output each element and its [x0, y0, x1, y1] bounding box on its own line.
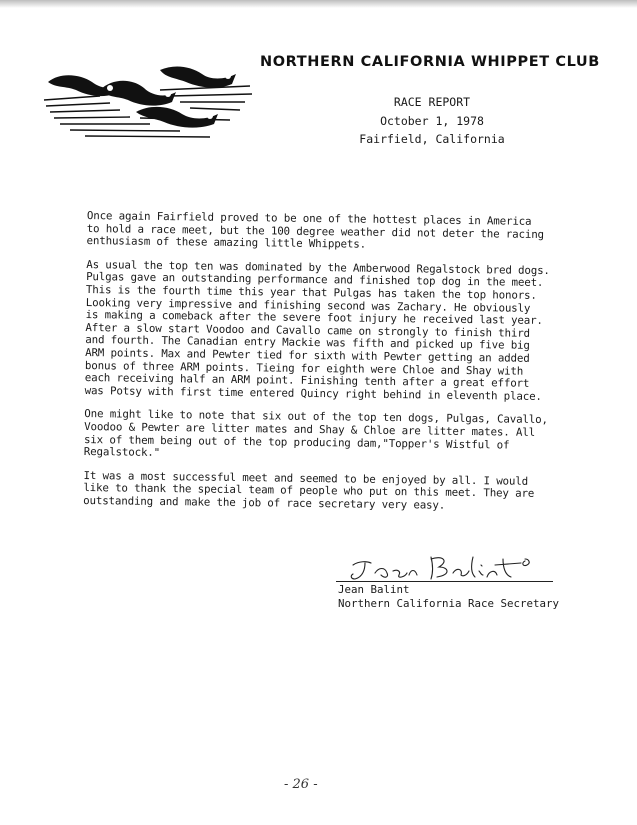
whippet-logo-illustration: [40, 60, 255, 142]
report-location: Fairfield, California: [359, 132, 505, 146]
club-name-heading: NORTHERN CALIFORNIA WHIPPET CLUB: [260, 54, 600, 70]
signature-line: [336, 581, 553, 582]
paragraph-results: As usual the top ten was dominated by the Amberwood Regalstock bred dogs. Pulgas gave an outstanding performance and finished top dog in the meet. This is the fourth time this year that Pulgas has taken the top honors. Looking very impressive and finishing second was Zachary. He obviously is making a comeback after the severe foot injury he received last year. After a slow start Voodoo and Cavallo came on strongly to finish third and fourth. The Canadian entry Mackie was fifth and picked up five big ARM points. Max and Pewter tied for sixth with Pewter getting an added bonus of three ARM points. Tieing for eighth were Chloe and Shay with each receiving half an ARM point. Finishing tenth after a great effort was Potsy with first time entered Quincy right behind in eleventh place.: [84, 257, 550, 403]
page-number: - 26 -: [284, 777, 318, 792]
page-top-edge: [0, 0, 637, 8]
paragraph-thanks: It was a most successful meet and seemed to be enjoyed by all. I would like to thank the special team of people who put on this meet. They are outstanding and make the job of race secretary very easy.: [83, 468, 535, 512]
report-header: [352, 93, 512, 149]
handwritten-signature: [345, 551, 545, 583]
signer-title: Northern California Race Secretary: [338, 597, 560, 610]
paragraph-litter-mates: One might like to note that six out of the top ten dogs, Pulgas, Cavallo, Voodoo & Pewter are litter mates and Shay & Chloe are litter mates. All six of them being out of the top producing dam,"Topper's Wistful of Regalstock.": [83, 407, 548, 460]
signer-name: Jean Balint: [338, 583, 410, 596]
report-body: [83, 210, 557, 525]
paragraph-intro: Once again Fairfield proved to be one of the hottest places in America to hold a race meet, but the 100 degree weather did not deter the racing enthusiasm of these amazing little Whippets.: [86, 209, 545, 251]
report-date: October 1, 1978: [380, 113, 484, 128]
report-title: RACE REPORT: [393, 95, 471, 109]
signer-block: [338, 583, 559, 611]
